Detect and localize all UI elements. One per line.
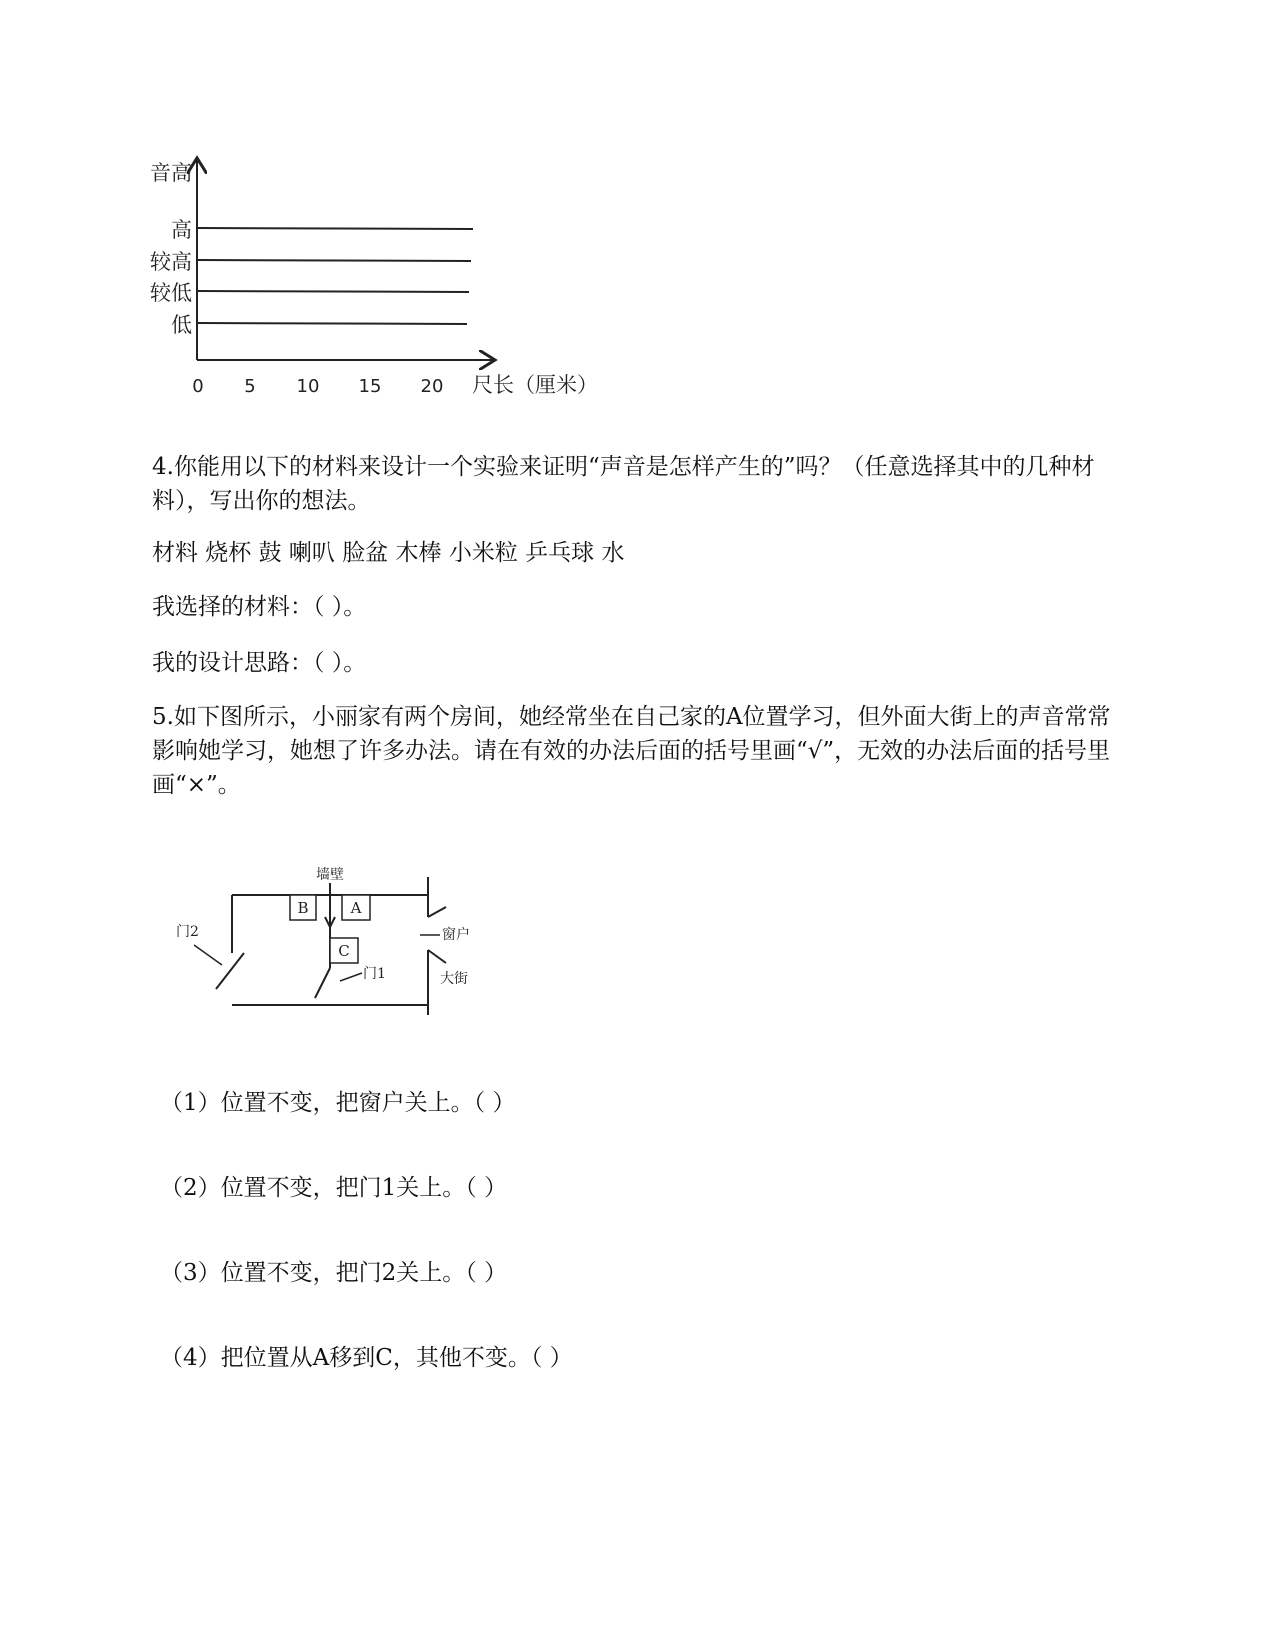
x-tick-label: 5 bbox=[244, 376, 256, 397]
x-tick-label: 10 bbox=[296, 376, 320, 397]
x-axis-label: 尺长（厘米） bbox=[472, 373, 598, 397]
street-label: 大街 bbox=[440, 971, 468, 987]
pitch-chart bbox=[140, 150, 610, 410]
y-axis-label: 音高 bbox=[150, 161, 192, 185]
level-line bbox=[197, 260, 471, 261]
door1-label: 门1 bbox=[363, 966, 386, 982]
design-idea-line: 我的设计思路：（ ）。 bbox=[152, 650, 367, 676]
chosen-materials-line: 我选择的材料：（ ）。 bbox=[152, 594, 367, 620]
option-2: （2）位置不变，把门1关上。（ ） bbox=[160, 1175, 508, 1201]
question-4-text: 4.你能用以下的材料来设计一个实验来证明“声音是怎样产生的”吗？（任意选择其中的几种材料），写出你的想法。 bbox=[152, 454, 1095, 514]
level-line bbox=[197, 228, 473, 229]
box-a-label: A bbox=[350, 899, 362, 917]
floor-plan-diagram bbox=[170, 865, 500, 1065]
window-label: 窗户 bbox=[442, 927, 470, 943]
y-level-label: 较低 bbox=[150, 281, 192, 305]
materials-line: 材料 烧杯 鼓 喇叭 脸盆 木棒 小米粒 乒乓球 水 bbox=[152, 540, 625, 566]
y-level-label: 低 bbox=[171, 313, 192, 337]
question-5-text: 5.如下图所示，小丽家有两个房间，她经常坐在自己家的A位置学习，但外面大街上的声音常常影响她学习，她想了许多办法。请在有效的办法后面的括号里画“√”，无效的办法后面的括号里画“×”。 bbox=[152, 704, 1111, 798]
option-4: （4）把位置从A移到C，其他不变。（ ） bbox=[160, 1345, 573, 1371]
box-c-label: C bbox=[338, 942, 350, 960]
x-tick-label: 20 bbox=[420, 376, 444, 397]
level-line bbox=[197, 291, 469, 292]
option-1: （1）位置不变，把窗户关上。（ ） bbox=[160, 1090, 516, 1116]
wall-label: 墙壁 bbox=[316, 867, 344, 883]
box-b-label: B bbox=[297, 899, 309, 917]
x-tick-label: 0 bbox=[192, 376, 204, 397]
y-level-label: 较高 bbox=[150, 250, 192, 274]
level-line bbox=[197, 323, 467, 324]
y-level-label: 高 bbox=[171, 218, 192, 242]
x-tick-label: 15 bbox=[358, 376, 382, 397]
option-3: （3）位置不变，把门2关上。（ ） bbox=[160, 1260, 508, 1286]
door2-label: 门2 bbox=[176, 924, 199, 940]
